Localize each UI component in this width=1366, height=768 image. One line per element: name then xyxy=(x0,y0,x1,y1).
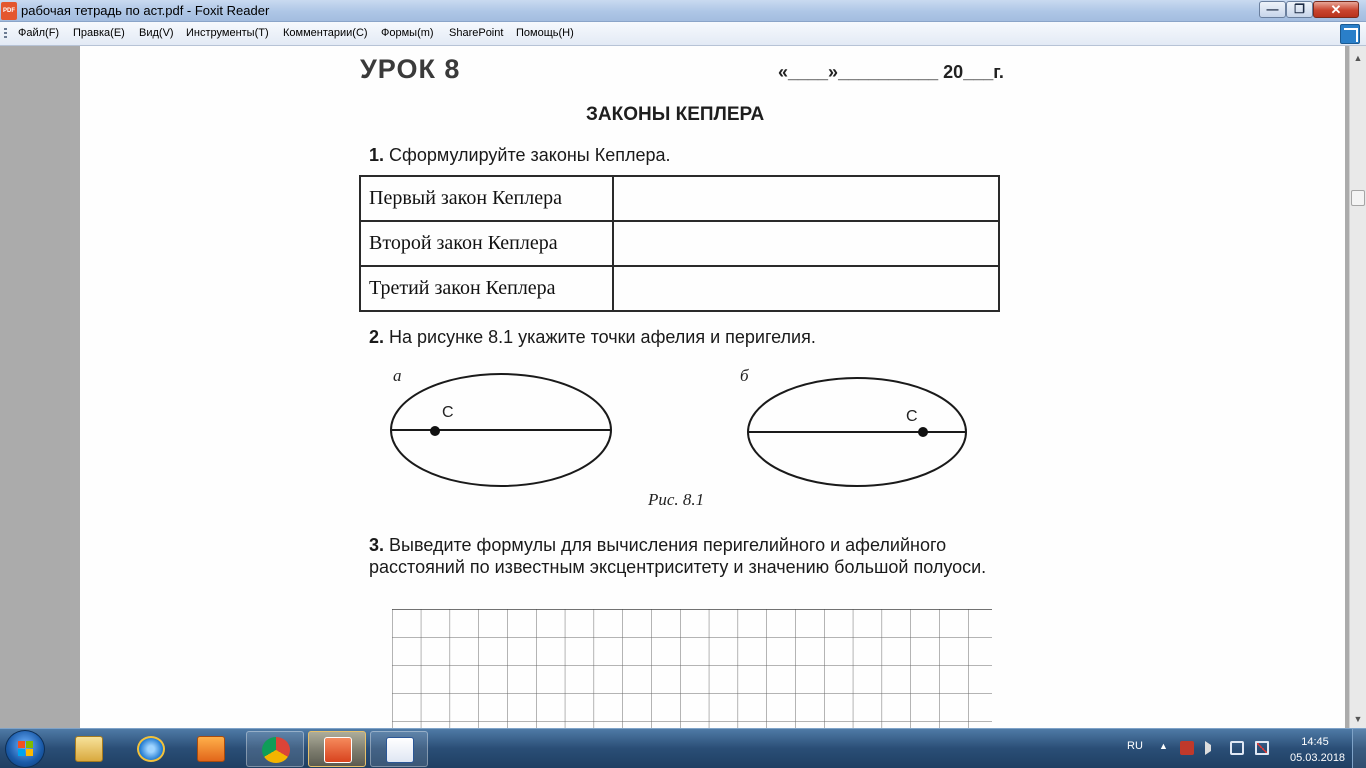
task-2-number: 2. xyxy=(369,327,385,347)
expand-icon[interactable] xyxy=(1340,24,1360,44)
volume-muted-icon[interactable] xyxy=(1205,741,1219,755)
taskbar-explorer[interactable] xyxy=(60,731,118,767)
word-icon xyxy=(386,737,414,763)
task-1-text: Сформулируйте законы Кеплера. xyxy=(389,145,671,165)
menu-file[interactable]: Файл(F) xyxy=(18,27,60,39)
date-line: «____»__________ 20___г. xyxy=(778,62,1004,82)
figure-label-a: а xyxy=(393,366,402,385)
minimize-button[interactable] xyxy=(1259,1,1286,18)
menu-grip[interactable] xyxy=(4,28,7,40)
task-2 xyxy=(369,327,816,348)
show-hidden-icons-icon[interactable]: ▲ xyxy=(1159,741,1168,751)
menu-help[interactable]: Помощь(H) xyxy=(516,27,574,39)
action-center-icon[interactable] xyxy=(1255,741,1269,755)
taskbar-word[interactable] xyxy=(370,731,428,767)
clock-date: 05.03.2018 xyxy=(1290,752,1346,764)
vertical-scrollbar[interactable] xyxy=(1349,46,1366,728)
orbit-figure xyxy=(380,366,980,491)
law-label: Первый закон Кеплера xyxy=(360,176,613,221)
figure-label-b: б xyxy=(740,366,749,385)
window-title: рабочая тетрадь по аст.pdf - Foxit Reader xyxy=(21,3,270,18)
maximize-button[interactable] xyxy=(1286,1,1313,18)
antivirus-icon[interactable] xyxy=(1180,741,1194,755)
task-3-text: Выведите формулы для вычисления перигелийного и афелийного расстояний по известным эксцентриситету и значению большой полуоси. xyxy=(369,535,987,577)
windows-logo-icon xyxy=(18,741,34,757)
media-player-icon xyxy=(197,736,225,762)
table-row xyxy=(360,176,999,221)
taskbar-chrome[interactable] xyxy=(246,731,304,767)
task-3-number: 3. xyxy=(369,535,385,555)
orbit-ellipse-a xyxy=(391,374,611,486)
page-heading: ЗАКОНЫ КЕПЛЕРА xyxy=(586,104,765,125)
title-bar xyxy=(0,0,1366,22)
orbit-ellipse-b xyxy=(748,378,966,486)
taskbar-foxit-reader[interactable] xyxy=(308,731,366,767)
law-label: Второй закон Кеплера xyxy=(360,221,613,266)
center-label-b: C xyxy=(906,408,918,425)
menu-tools[interactable]: Инструменты(T) xyxy=(186,27,269,39)
focus-point-b xyxy=(918,427,928,437)
kepler-laws-table xyxy=(359,175,1000,312)
figure-caption: Рис. 8.1 xyxy=(648,490,705,509)
task-3 xyxy=(369,534,1009,578)
network-icon[interactable] xyxy=(1230,741,1244,755)
task-1-number: 1. xyxy=(369,145,385,165)
menu-forms[interactable]: Формы(m) xyxy=(381,27,434,39)
taskbar xyxy=(0,728,1366,768)
foxit-pdf-icon xyxy=(324,737,352,763)
foxit-pdf-icon[interactable]: PDF xyxy=(1,2,17,20)
restore-icon: ❐ xyxy=(1294,2,1305,16)
close-icon: ✕ xyxy=(1330,2,1342,17)
answer-grid xyxy=(392,609,992,728)
menu-bar xyxy=(0,22,1366,46)
show-desktop-button[interactable] xyxy=(1352,729,1366,768)
task-2-text: На рисунке 8.1 укажите точки афелия и перигелия. xyxy=(389,327,816,347)
scroll-thumb[interactable] xyxy=(1351,190,1365,206)
minimize-icon: — xyxy=(1266,2,1279,16)
law-label: Третий закон Кеплера xyxy=(360,266,613,311)
law-answer-cell xyxy=(613,266,999,311)
close-button[interactable] xyxy=(1313,1,1359,18)
table-row xyxy=(360,266,999,311)
table-row xyxy=(360,221,999,266)
chrome-icon xyxy=(262,737,290,763)
document-viewport[interactable] xyxy=(0,46,1349,728)
folder-icon xyxy=(75,736,103,762)
taskbar-media-player[interactable] xyxy=(182,731,240,767)
law-answer-cell xyxy=(613,176,999,221)
center-label-a: C xyxy=(442,404,454,421)
menu-edit[interactable]: Правка(E) xyxy=(73,27,125,39)
focus-point-a xyxy=(430,426,440,436)
system-clock[interactable] xyxy=(1290,734,1346,766)
scroll-up-icon[interactable]: ▲ xyxy=(1353,53,1363,63)
task-1 xyxy=(369,145,671,166)
scroll-down-icon[interactable]: ▼ xyxy=(1353,714,1363,724)
taskbar-internet-explorer[interactable] xyxy=(122,731,180,767)
menu-view[interactable]: Вид(V) xyxy=(139,27,174,39)
menu-sharepoint[interactable]: SharePoint xyxy=(449,27,504,39)
language-indicator[interactable]: RU xyxy=(1127,740,1143,752)
internet-explorer-icon xyxy=(137,736,165,762)
lesson-number: УРОК 8 xyxy=(360,54,461,84)
start-button[interactable] xyxy=(5,730,45,768)
menu-comments[interactable]: Комментарии(C) xyxy=(283,27,368,39)
clock-time: 14:45 xyxy=(1301,736,1329,748)
law-answer-cell xyxy=(613,221,999,266)
